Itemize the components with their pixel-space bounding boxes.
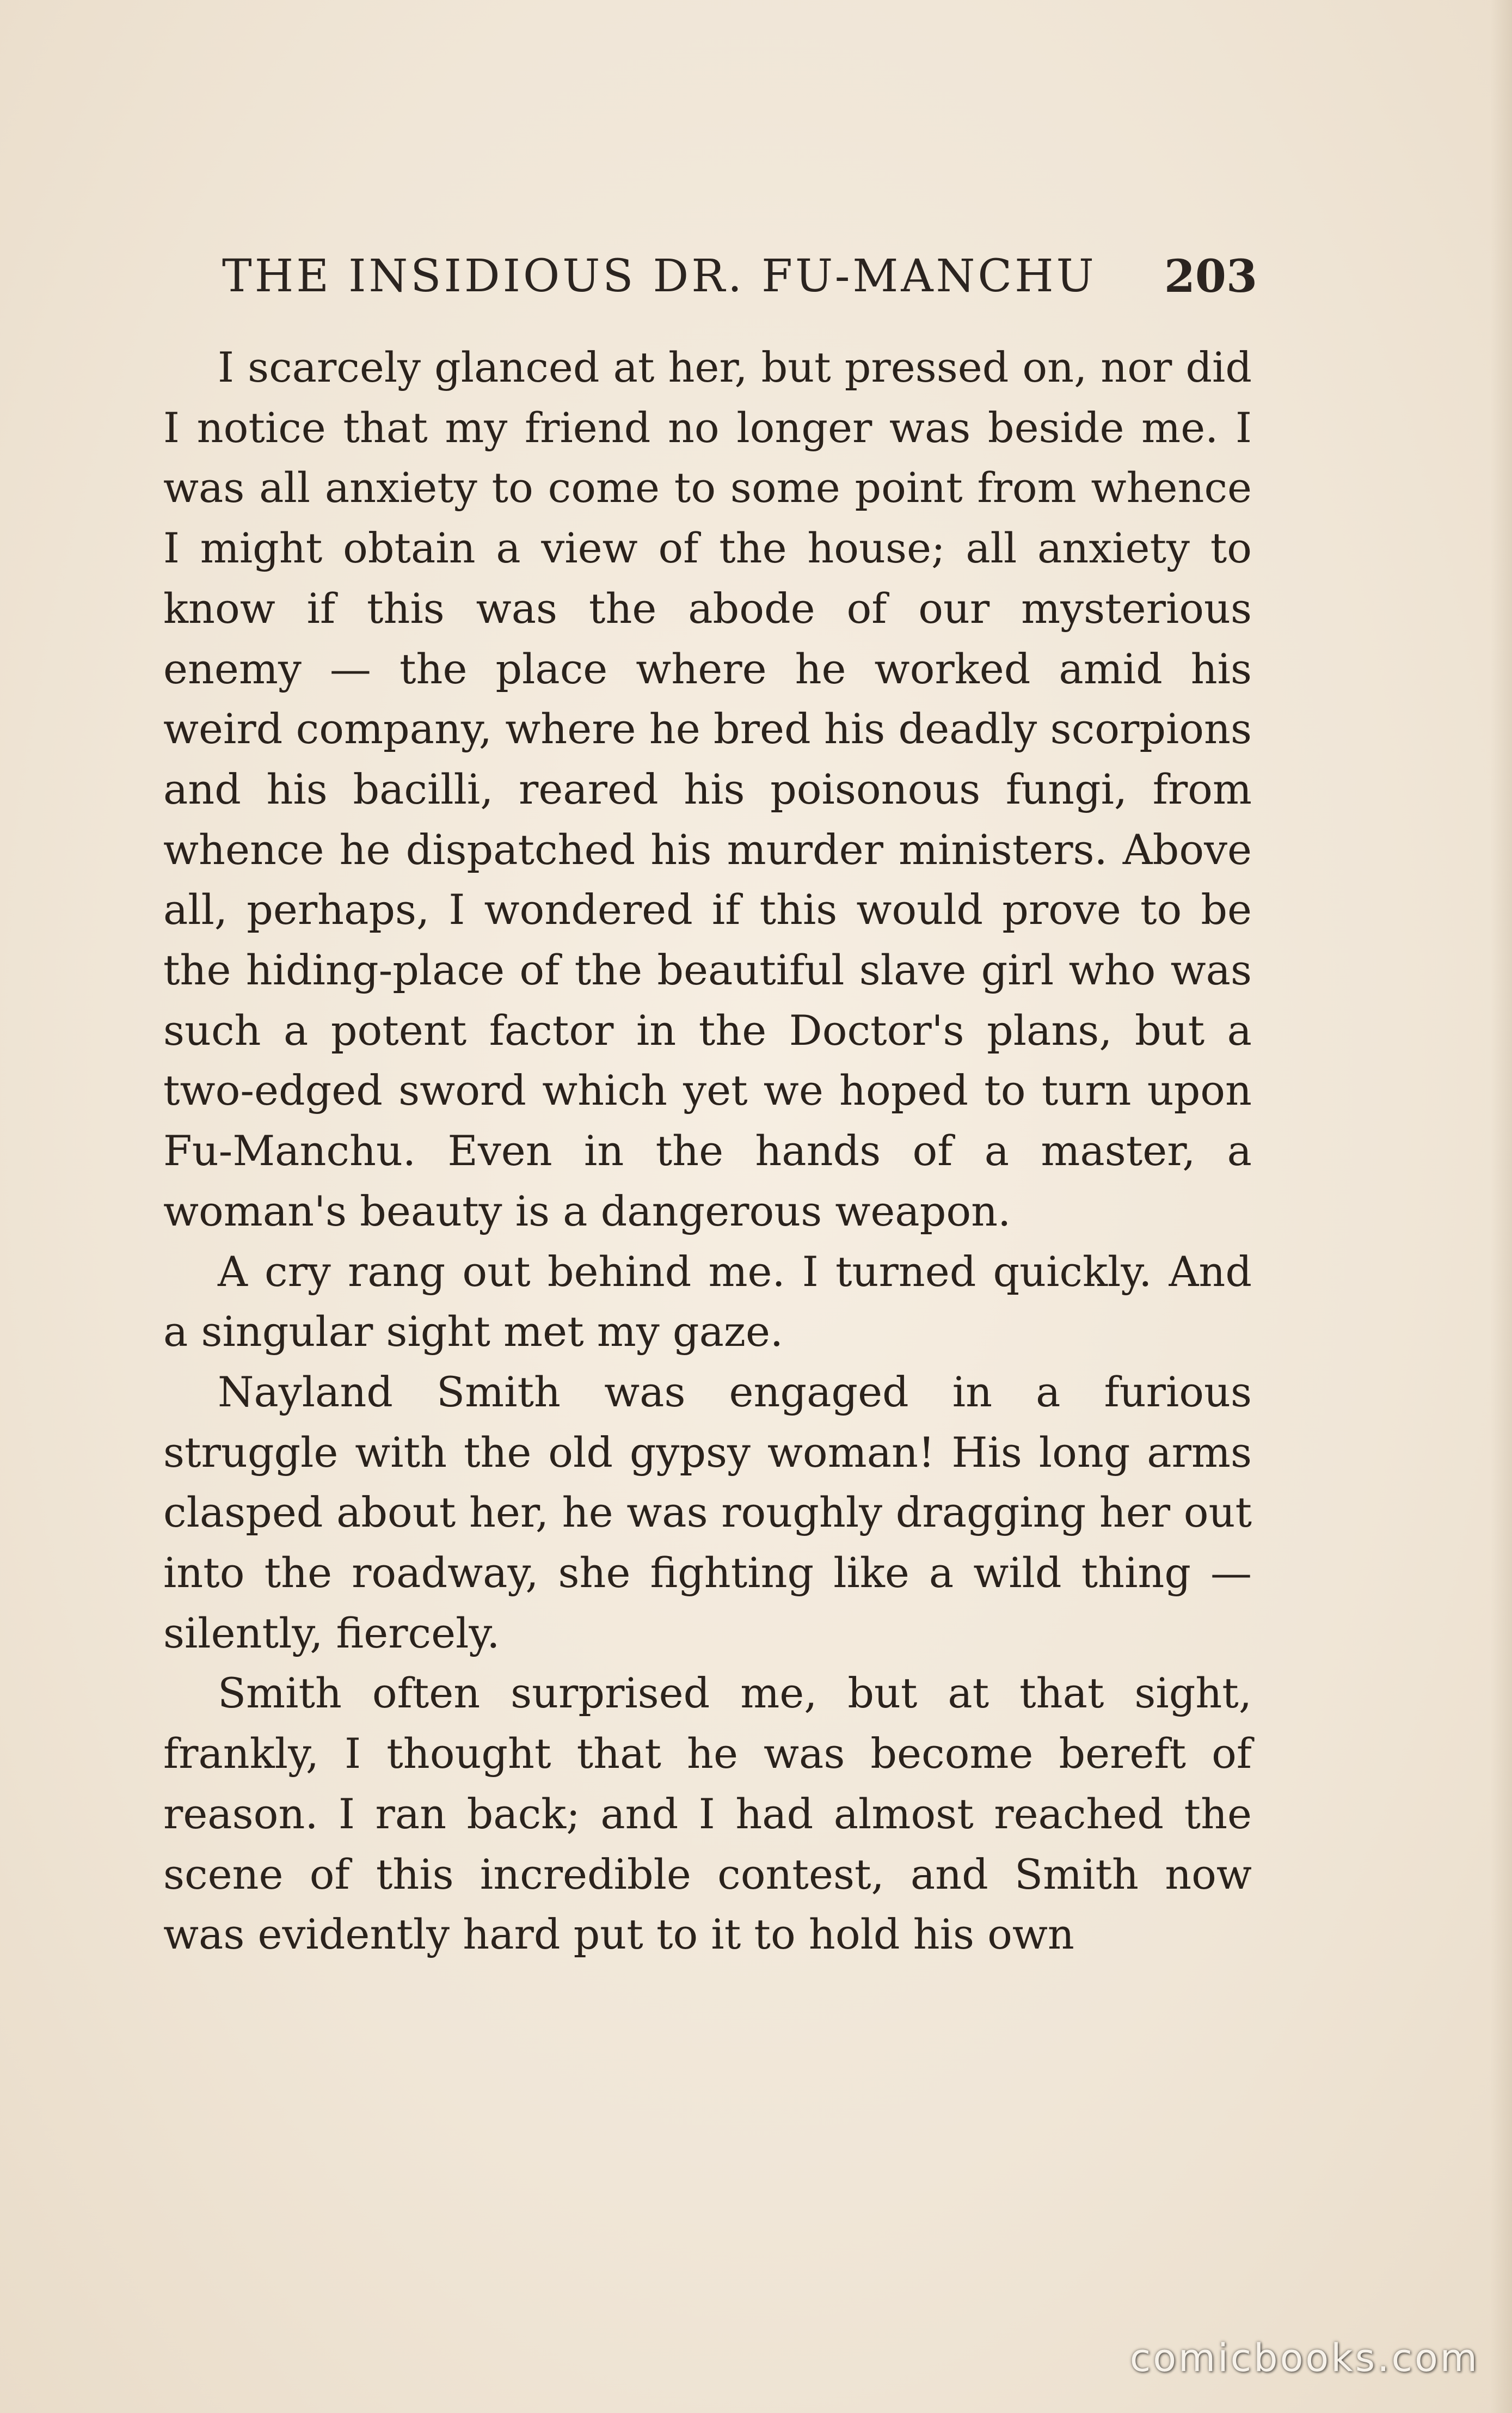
- paragraph: Nayland Smith was engaged in a furious struggle with the old gypsy woman! His long arms clasped about her, he was roughly dragging her out into the roadway, she fighting like a wild thing — silently, fiercely.: [163, 1367, 1252, 1657]
- body-text: [163, 338, 1252, 1965]
- paragraph: I scarcely glanced at her, but pressed on, nor did I notice that my friend no longer was beside me. I was all anxiety to come to some point from whence I might obtain a view of the house; all anxiety to know if this was the abode of our mysterious enemy — the place where he worked amid his weird company, where he bred his deadly scorpions and his bacilli, reared his poisonous fungi, from whence he dispatched his murder ministers. Above all, perhaps, I wondered if this would prove to be the hiding-place of the beautiful slave girl who was such a potent factor in the Doctor's plans, but a two-edged sword which yet we hoped to turn upon Fu-Manchu. Even in the hands of a master, a woman's beauty is a dangerous weapon.: [163, 343, 1252, 1235]
- paragraph: Smith often surprised me, but at that sight, frankly, I thought that he was become bereft of reason. I ran back; and I had almost reached the scene of this incredible contest, and Smith now was evidently hard put to it to hold his own: [163, 1669, 1252, 1959]
- paragraph: A cry rang out behind me. I turned quickly. And a singular sight met my gaze.: [163, 1247, 1252, 1356]
- running-title: THE INSIDIOUS DR. FU-MANCHU: [222, 250, 1097, 302]
- page-edge-shadow: [1490, 0, 1512, 2413]
- watermark: comicbooks.com: [1129, 2336, 1479, 2380]
- page-number: 203: [1164, 250, 1257, 303]
- running-head: [163, 240, 1257, 310]
